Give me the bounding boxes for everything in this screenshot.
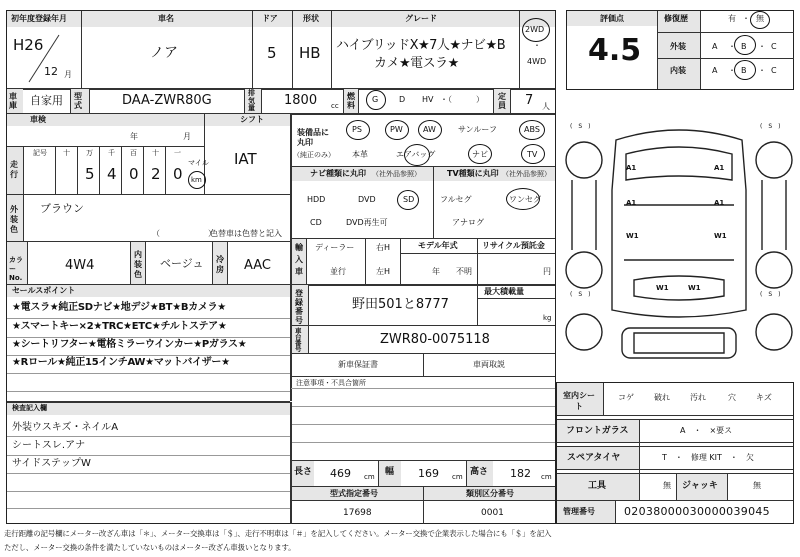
mgmt-label: 管理番号 [563,507,595,516]
warranty-book: 新車保証書 [338,360,378,369]
length-value: 469 [330,467,351,480]
fuel-other: ・（ ） [440,95,484,104]
svg-text:( S ): ( S ) [760,123,781,130]
mileage-digit-4: 2 [151,165,161,183]
reg-month: 12 [44,65,58,78]
exterior-b: B [741,42,747,51]
import-left-hand: 左H [376,267,391,276]
import-right-hand: 右H [376,243,391,252]
import-dealer: ディーラー [315,243,355,252]
navi-sub: （社外品参照） [372,170,421,178]
type-no-label: 型式指定番号 [330,489,378,498]
diagram-mark-5: W1 [714,232,727,240]
color-no-label: カラーNo. [9,256,23,282]
seat-stain: 汚れ [690,393,706,402]
diagram-mark-8: A1 [714,199,725,207]
month-unit: 月 [64,70,72,79]
height-label: 高さ [470,467,489,477]
inspector-label: 検査記入欄 [12,404,47,412]
score-label: 評価点 [600,14,624,23]
tools-label: 工具 [588,481,607,491]
sales-line-4: ★Rロール★純正15インチAW★マットバイザー★ [12,357,230,368]
spare-label: スペアタイヤ [567,453,621,463]
equipment-sub: （純正のみ） [293,151,335,159]
exterior-c: C [771,42,777,51]
color-label: 外装色 [10,205,18,234]
glass-label: フロントガラス [566,426,629,436]
svg-text:( S ): ( S ) [570,291,591,298]
mileage-digit-3: 0 [129,165,139,183]
navi-dvd-play: DVD再生可 [346,218,388,227]
equip-pw: PW [390,125,403,134]
inspector-line-2: シートスレ.アナ [12,440,86,451]
interior-color-label: 内装色 [134,250,142,279]
km-unit: km [191,176,202,184]
registration-label: 登録番号 [295,289,303,325]
seat-scratch: キズ [756,393,772,402]
equipment-label: 装備品に丸印 [297,128,329,147]
digit-h3: 百 [130,149,137,157]
recycle-label: リサイクル預託金 [482,241,545,250]
height-unit: cm [541,473,552,481]
fuel-d: D [399,95,406,104]
interior-dot1: ・ [728,66,736,75]
equip-leather: 本革 [352,150,368,159]
equip-abs: ABS [524,125,540,134]
tv-sub: （社外品参照） [502,170,551,178]
mileage-digit-5: 0 [173,165,183,183]
inspector-line-3: サイドステップW [12,458,91,469]
sales-line-1: ★電スラ★純正SDナビ★地デジ★BT★Bカメラ★ [12,302,226,313]
tv-fullseg: フルセグ [440,195,472,204]
shift-type: IAT [234,150,257,168]
exterior-color: ブラウン [40,202,84,215]
interior-a: A [712,66,718,75]
sign-label: 記号 [33,149,47,157]
max-load-label: 最大積載量 [484,287,524,296]
displacement-label: 排気量 [248,89,255,112]
interior-label: 内装 [670,66,686,75]
exterior-dot2: ・ [758,42,766,51]
color-note: 色替車は色替と記入 [210,229,282,238]
equip-tv: TV [527,150,538,159]
navi-cd: CD [310,218,322,227]
exterior-dot1: ・ [728,42,736,51]
diagram-mark-4: W1 [626,232,639,240]
model-year-label: モデル年式 [418,241,458,250]
era-year: H26 [13,36,44,54]
repair-yes: 有 [728,14,736,23]
notes-label: 注意事項・不具合箇所 [296,379,366,387]
diagram-mark-6: W1 [656,284,669,292]
diagram-mark-2: A1 [714,164,725,172]
digit-h1: 万 [86,149,93,157]
shift-label: シフト [240,115,264,124]
navi-dvd: DVD [358,195,376,204]
digit-h2: 千 [108,149,115,157]
drive-2wd: 2WD [525,25,545,34]
capacity-label: 定員 [498,92,506,110]
class-no: 0001 [481,508,504,518]
diagram-mark-3: A1 [626,199,637,207]
car-name: ノア [150,45,178,61]
diagram-mark-7: W1 [688,284,701,292]
model-label: 型式 [74,92,82,110]
type-no: 17698 [343,508,372,518]
exterior-a: A [712,42,718,51]
digit-h0: 十 [63,149,70,157]
fuel-label: 燃料 [347,92,355,110]
import-parallel: 並行 [330,267,346,276]
ac-label: 冷房 [216,255,224,274]
spare-value: T ・ 修理 KIT ・ 欠 [662,453,754,462]
svg-text:( S ): ( S ) [760,291,781,298]
capacity-unit: 人 [542,102,550,111]
navi-hdd: HDD [307,195,326,204]
glass-value: A ・ ×要ス [680,426,733,435]
repair-no: 無 [756,14,764,23]
fuel-hv: HV [422,95,434,104]
grade-line-2: カメ★電スラ★ [374,56,459,71]
footer-note-1: 走行距離の記号欄にメーター改ざん車は「＊」、メーター交換車は「＄」、走行不明車は「＃」を記入してください。メーター交換で企業表示した場合にも「＄」を記入 [4,529,552,538]
tv-label: TV種類に丸印 [447,169,499,178]
digit-h4: 十 [152,149,159,157]
capacity: 7 [525,93,534,108]
equip-navi: ナビ [472,150,488,159]
model-code: DAA-ZWR80G [122,93,212,108]
equip-airbag: エアバッグ [396,150,436,159]
mileage-label: 走行 [10,160,18,179]
chassis-label: 車台番号 [295,327,302,353]
exterior-label: 外装 [670,42,686,51]
navi-sd: SD [403,195,415,204]
digit-h5: 一 [174,149,181,157]
footer-note-2: ただし、メーター交換の条件を満たしていないものはメーター改ざん車扱いとなります。 [4,543,296,552]
tools-value: 無 [663,481,671,490]
length-unit: cm [364,473,375,481]
registration-number: 野田501と8777 [352,297,449,312]
interior-dot2: ・ [758,66,766,75]
mile-unit: マイル [188,159,209,167]
drive-4wd: 4WD [527,57,547,66]
model-year: 年 不明 [432,267,472,276]
chassis-number: ZWR80-0075118 [380,332,490,347]
length-label: 長さ [294,467,313,477]
mileage-digit-1: 5 [85,165,95,183]
color-no: 4W4 [65,258,95,273]
repair-label: 修復歴 [664,14,688,23]
interior-c: C [771,66,777,75]
interior-b: B [741,66,747,75]
usage-label: 車庫 [9,92,17,110]
recycle-unit: 円 [543,267,551,276]
kg-unit: kg [543,314,552,322]
door-label: ドア [262,14,278,23]
seat-label: 室内シート [563,391,595,411]
equip-aw: AW [423,125,436,134]
diagram-mark-1: A1 [626,164,637,172]
fuel-g: G [372,95,379,104]
grade-label: グレード [405,14,437,23]
displacement: 1800 [284,93,318,108]
interior-color: ベージュ [160,257,204,270]
equip-sunroof: サンルーフ [458,125,497,134]
tv-oneseg: ワンセグ [509,195,541,204]
tv-analog: アナログ [452,218,484,227]
sales-line-2: ★スマートキー×2★TRC★ETC★チルトステア★ [12,321,227,332]
seat-hole: 穴 [728,393,736,402]
car-damage-diagram [564,110,794,372]
door-count: 5 [267,44,277,62]
grade-line-1: ハイブリッドX★7人★ナビ★B [336,38,506,53]
repair-dot: ・ [742,14,750,23]
jack-label: ジャッキ [682,481,718,491]
equip-ps: PS [352,125,362,134]
cc-unit: cc [331,102,339,110]
sales-points-label: セールスポイント [12,286,76,295]
owner-manual: 車両取説 [473,360,505,369]
color-paren: （ ） [152,229,216,238]
seat-burn: コゲ [618,393,634,402]
width-label: 幅 [385,467,395,477]
inspection-year: 年 [130,132,138,141]
mgmt-number: 02038000030000039045 [624,505,770,518]
mileage-digit-2: 4 [107,165,117,183]
seat-tear: 破れ [654,393,670,402]
svg-text:( S ): ( S ) [570,123,591,130]
inspection-month: 月 [183,132,191,141]
navi-label: ナビ種類に丸印 [310,169,366,178]
drive-dot: ・ [533,41,541,50]
car-name-label: 車名 [158,14,174,23]
inspection-label: 車検 [30,115,46,124]
height-value: 182 [510,467,531,480]
inspector-line-1: 外装ウスキズ・ネイルA [12,422,119,433]
header-bar [7,11,555,27]
body-shape: HB [299,44,321,62]
shape-label: 形状 [303,14,319,23]
first-reg-label: 初年度登録年月 [11,14,67,23]
width-value: 169 [418,467,439,480]
import-label: 輸入車 [295,243,303,276]
usage: 自家用 [30,94,63,107]
width-unit: cm [452,473,463,481]
ac-type: AAC [244,258,271,273]
evaluation-score: 4.5 [588,33,642,68]
class-no-label: 類別区分番号 [466,489,514,498]
jack-value: 無 [753,481,761,490]
sales-line-3: ★シートリフター★電格ミラーウインカー★Pガラス★ [12,339,247,350]
